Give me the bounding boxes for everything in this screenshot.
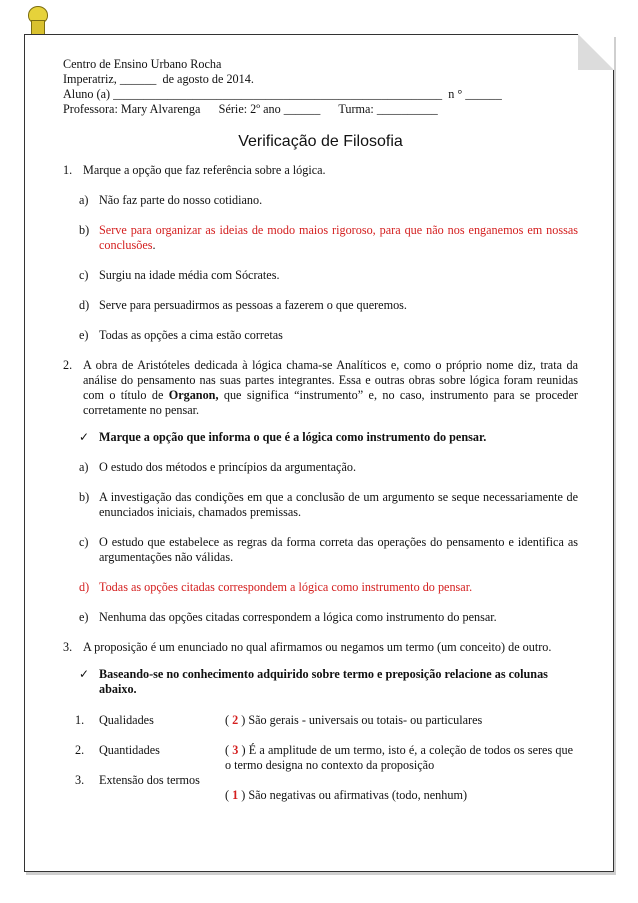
list-item: 2. Quantidades: [75, 743, 160, 757]
list-item: 1. Qualidades: [75, 713, 154, 727]
option-label: b): [79, 490, 90, 504]
student-line: Aluno (a) ______________________________________________________ n ° ______: [63, 87, 502, 101]
checkmark-icon: ✓: [79, 430, 90, 444]
option-d: [79, 580, 578, 595]
option-label: c): [79, 535, 89, 549]
option-label: e): [79, 328, 89, 342]
question-text: Marque a opção que faz referência sobre a lógica.: [83, 163, 326, 177]
option-label: b): [79, 223, 90, 237]
option-label: a): [79, 460, 89, 474]
matching-columns: [63, 713, 578, 818]
list-item: 3. Extensão dos termos: [75, 773, 200, 787]
option-label: d): [79, 580, 90, 594]
instruction-2: [79, 430, 578, 445]
option-e: [79, 328, 578, 343]
answer-number: 1: [232, 788, 239, 802]
question-1: [63, 163, 578, 343]
teacher-line: Professora: Mary Alvarenga Série: 2º ano ______ Turma: __________: [63, 102, 438, 116]
checkmark-icon: ✓: [79, 667, 90, 681]
option-label: d): [79, 298, 90, 312]
header-block: [63, 57, 578, 117]
option-b: [79, 490, 578, 520]
match-item: ( 3 ) É a amplitude de um termo, isto é, a coleção de todos os seres que o termo designa no contexto da proposição: [225, 743, 573, 772]
left-column: [75, 713, 225, 818]
option-text: Serve para persuadirmos as pessoas a fazerem o que queremos.: [99, 298, 407, 312]
instruction-text: Marque a opção que informa o que é a lógica como instrumento do pensar.: [99, 430, 487, 444]
option-c: [79, 535, 578, 565]
question-number: 2.: [63, 358, 73, 372]
question-text: A proposição é um enunciado no qual afirmamos ou negamos um termo (um conceito) de outro.: [83, 640, 552, 654]
right-column: [225, 713, 573, 818]
option-text: Surgiu na idade média com Sócrates.: [99, 268, 280, 282]
question-3: [63, 640, 578, 818]
instruction-text: Baseando-se no conhecimento adquirido sobre termo e preposição relacione as colunas abaixo.: [99, 667, 548, 696]
option-b: [79, 223, 578, 253]
correct-answer-text: Todas as opções citadas correspondem a lógica como instrumento do pensar.: [99, 580, 473, 594]
page-title: Verificação de Filosofia: [238, 133, 403, 150]
match-item: ( 2 ) São gerais - universais ou totais- ou particulares: [225, 713, 483, 727]
answer-number: 3: [232, 743, 239, 757]
instruction-3: [79, 667, 578, 697]
date-line: Imperatriz, ______ de agosto de 2014.: [63, 72, 254, 86]
option-e: [79, 610, 578, 625]
question-text-cont: que significa “instrumento” e, no caso, instrumento para se proceder corretamente no pensar.: [83, 388, 578, 417]
option-d: [79, 298, 578, 313]
option-text: A investigação das condições em que a conclusão de um argumento se seque necessariamente de enunciados iniciais, chamados premissas.: [99, 490, 578, 519]
school-name: Centro de Ensino Urbano Rocha: [63, 57, 222, 71]
question-2: [63, 358, 578, 625]
option-a: [79, 193, 578, 208]
question-number: 1.: [63, 163, 73, 177]
document-body: [63, 57, 578, 818]
option-text: Não faz parte do nosso cotidiano.: [99, 193, 263, 207]
option-text: Todas as opções a cima estão corretas: [99, 328, 283, 342]
option-c: [79, 268, 578, 283]
option-label: e): [79, 610, 89, 624]
option-tail: .: [152, 238, 156, 252]
option-text: Nenhuma das opções citadas correspondem a lógica como instrumento do pensar.: [99, 610, 497, 624]
organon-term: Organon,: [168, 388, 219, 402]
option-text: O estudo que estabelece as regras da forma correta das operações do pensamento e identifica as argumentações não válidas.: [99, 535, 578, 564]
match-item: ( 1 ) São negativas ou afirmativas (todo, nenhum): [225, 788, 467, 802]
option-text: O estudo dos métodos e princípios da argumentação.: [99, 460, 357, 474]
folded-corner: [578, 34, 614, 70]
answer-number: 2: [232, 713, 239, 727]
option-a: [79, 460, 578, 475]
correct-answer-text: Serve para organizar as ideias de modo maios rigoroso, para que não nos enganemos em nossas conclusões: [99, 223, 578, 252]
option-label: c): [79, 268, 89, 282]
option-label: a): [79, 193, 89, 207]
question-text: A obra de Aristóteles dedicada à lógica chama-se Analíticos e, como o próprio nome diz, trata da análise do pensamento nas suas partes integrantes. Essa e outras obras sobre lógica foram reunidas com o título de: [83, 358, 578, 402]
question-number: 3.: [63, 640, 73, 654]
